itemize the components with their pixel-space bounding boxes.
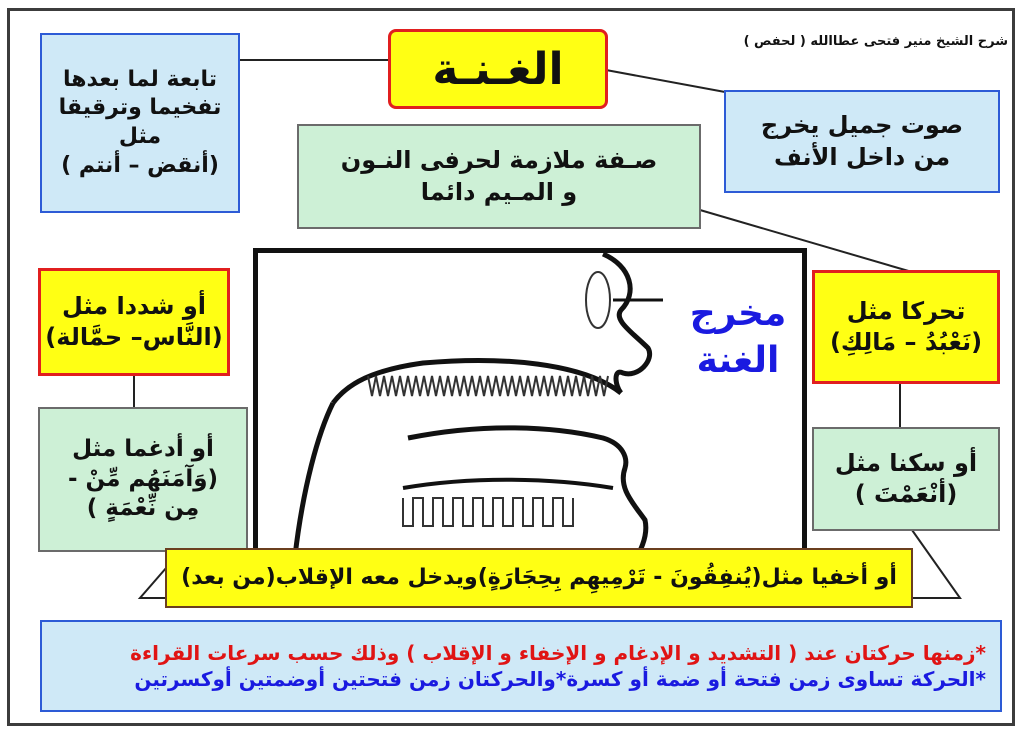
nasal-cavity-shape — [586, 272, 610, 328]
throat-outline — [295, 403, 333, 556]
title-box — [388, 29, 608, 109]
footer-line2: *الحركة تساوى زمن فتحة أو ضمة أو كسرة*والحركتان زمن فتحتين أوضمتين أوكسرتين — [134, 667, 986, 691]
attribute-line2: و المـيم دائما — [420, 177, 578, 206]
lower-teeth — [403, 498, 573, 526]
assimilated-line1: أو أدغما مثل — [72, 435, 214, 462]
follows-line4: (أنقض – أنتم ) — [61, 152, 219, 178]
silent-box — [812, 427, 1000, 531]
attribute-box — [297, 124, 701, 229]
connector-silent-hidden — [912, 530, 960, 598]
assimilated-box — [38, 407, 248, 552]
assimilated-line2: (وَآمَنَهُم مِّنْ - — [67, 465, 219, 492]
hidden-text: أو أخفيا مثل(يُنفِقُونَ - تَرْمِيهِم بِحِجَارَةٍ)ويدخل معه الإقلاب(من بعد) — [181, 564, 897, 590]
lower-jaw-outline — [408, 428, 646, 556]
nose-sound-line2: من داخل الأنف — [773, 142, 951, 171]
stressed-box — [38, 268, 230, 376]
upper-lip-outline — [603, 254, 650, 393]
diagram-label-line2: الغنة — [696, 339, 780, 381]
follows-line2: تفخيما وترقيقا — [58, 95, 222, 121]
stressed-line1: أو شددا مثل — [62, 291, 206, 320]
header-credit: شرح الشيخ منير فتحى عطاالله ( لحفص ) — [743, 34, 1008, 49]
connector-title-nose — [606, 70, 725, 92]
follows-box — [40, 33, 240, 213]
diagram-label — [678, 291, 798, 385]
mouth-diagram — [253, 248, 807, 556]
upper-teeth — [368, 376, 608, 396]
stressed-line2: (النَّاس– حمَّالة) — [45, 323, 223, 351]
assimilated-line3: مِن نِّعْمَةٍ ) — [86, 495, 200, 522]
silent-line1: أو سكنا مثل — [834, 448, 978, 477]
moving-line1: تحركا مثل — [846, 296, 966, 325]
follows-line1: تابعة لما بعدها — [62, 66, 218, 92]
page-title: الغـنـة — [432, 43, 564, 95]
nose-sound-line1: صوت جميل يخرج — [760, 111, 964, 140]
moving-line2: (نَعْبُدُ – مَالِكِ) — [829, 328, 983, 356]
follows-line3: مثل — [118, 124, 162, 149]
hidden-box — [165, 548, 913, 608]
moving-box — [812, 270, 1000, 384]
footer-line1: *زمنها حركتان عند ( التشديد و الإدغام و الإخفاء و الإقلاب ) وذلك حسب سرعات القراءة — [130, 641, 986, 665]
attribute-line1: صـفة ملازمة لحرفى النـون — [340, 146, 658, 175]
footer-box — [40, 620, 1002, 712]
nose-sound-box — [724, 90, 1000, 193]
diagram-label-line1: مخرج — [689, 293, 787, 334]
silent-line2: (أنْعَمْتَ ) — [854, 480, 958, 508]
tongue-outline — [403, 480, 613, 488]
